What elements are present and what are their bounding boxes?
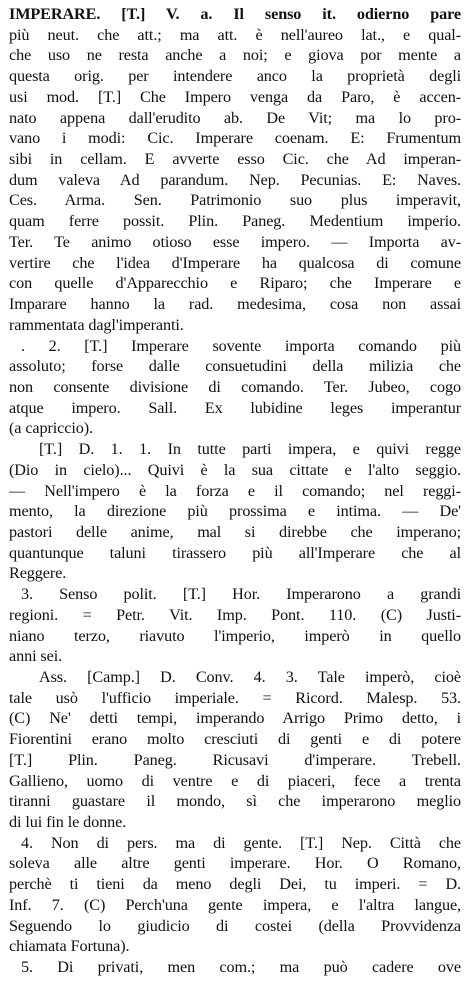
text-line: dum valeva Ad parandum. Nep. Pecunias. E: Naves. [9, 170, 461, 189]
text-line: tale usò l'ufficio imperiale. = Ricord. Malesp. 53. [9, 688, 461, 707]
text-line: quantunque taluni tirassero più all'Imperare che al [9, 543, 461, 562]
text-line: usi mod. [T.] Che Impero venga da Paro, è accen- [9, 87, 461, 106]
text-line: questa orig. per intendere anco la proprietà degli [9, 67, 461, 86]
text-line: Imparare hanno la rad. medesima, cosa non assai [9, 295, 461, 314]
text-line: Ter. Te animo otioso esse impero. — Importa av- [9, 232, 461, 251]
text-line: — Nell'impero è la forza e il comando; nel reggi- [9, 481, 461, 500]
text-line: regioni. = Petr. Vit. Imp. Pont. 110. (C) Justi- [9, 605, 461, 624]
text-line: nato appena dall'erudito ab. De Vit; ma lo pro- [9, 108, 461, 127]
text-line: IMPERARE. [T.] V. a. Il senso it. odierno pare [9, 5, 461, 23]
text-line: più neut. che att.; ma att. è nell'aureo lat., e qual- [9, 25, 461, 44]
section-heading-line: 4. Non di pers. ma di gente. [T.] Nep. Città che [21, 833, 461, 852]
text-line: Gallieno, uomo di ventre e di piaceri, fece a trenta [9, 771, 461, 790]
text-line: di lui fin le donne. [9, 813, 127, 832]
text-line: pastori delle anime, mal si direbbe che imperano; [9, 522, 461, 541]
text-line: Inf. 7. (C) Perch'una gente impera, e l'altra langue, [9, 895, 461, 914]
text-line: atque impero. Sall. Ex lubidine leges imperantur [9, 398, 461, 417]
section-heading-line: . 2. [T.] Imperare sovente importa comando più [21, 336, 461, 355]
text-line: non consente divisione di comando. Ter. Jubeo, cogo [9, 377, 461, 396]
text-line: tiranni guastare il mondo, sì che imperarono meglio [9, 792, 461, 811]
text-line: Reggere. [9, 564, 67, 583]
text-line: soleva alle altre genti imperare. Hor. O Romano, [9, 854, 461, 873]
text-line: Ass. [Camp.] D. Conv. 4. 3. Tale imperò, cioè [39, 668, 461, 686]
text-line: niano terzo, riavuto l'imperio, imperò in quello [9, 626, 461, 645]
text-line: chiamata Fortuna). [9, 937, 130, 956]
text-line: [T.] D. 1. 1. In tutte parti impera, e quivi regge [39, 440, 461, 459]
text-line: sibi in cellam. E avverte esso Cic. che Ad imperan- [9, 150, 461, 169]
text-line: quam ferre possit. Plin. Paneg. Medentium imperio. [9, 212, 461, 231]
text-line: (a capriccio). [9, 419, 93, 438]
text-line: (C) Ne' detti tempi, imperando Arrigo Primo detto, i [9, 709, 461, 728]
text-line: perchè ti tieni da meno degli Dei, tu imperi. = D. [9, 875, 461, 894]
section-heading-line: 3. Senso polit. [T.] Hor. Imperarono a grandi [21, 585, 461, 604]
text-line: [T.] Plin. Paneg. Ricusavi d'imperare. Trebell. [9, 750, 461, 769]
text-line: mento, la direzione più prossima e intima. — De' [9, 502, 461, 521]
section-heading-line: 5. Di privati, men com.; ma può cadere ove [21, 958, 461, 977]
text-line: vertire che l'idea d'Imperare ha qualcosa di comune [9, 253, 461, 272]
text-line: anni sei. [9, 647, 63, 666]
text-line: con quelle d'Apparecchio e Riparo; che Imperare e [9, 274, 461, 293]
text-line: Fiorentini erano molto cresciuti di genti e di potere [9, 730, 461, 749]
text-line: assoluto; forse dalle consuetudini della milizia che [9, 357, 461, 376]
text-line: Ces. Arma. Sen. Patrimonio suo plus imperavit, [9, 191, 461, 210]
text-line: rammentata dagl'imperanti. [9, 315, 184, 334]
text-line: Seguendo lo giudicio di costei (della Provvidenza [9, 916, 461, 935]
text-line: che uso ne resta anche a noi; e giova por mente a [9, 46, 461, 65]
text-line: vano i modi: Cic. Imperare coenam. E: Frumentum [9, 129, 461, 148]
text-line: (Dio in cielo)... Quivi è la sua cittate e l'alto seggio. [9, 460, 461, 479]
